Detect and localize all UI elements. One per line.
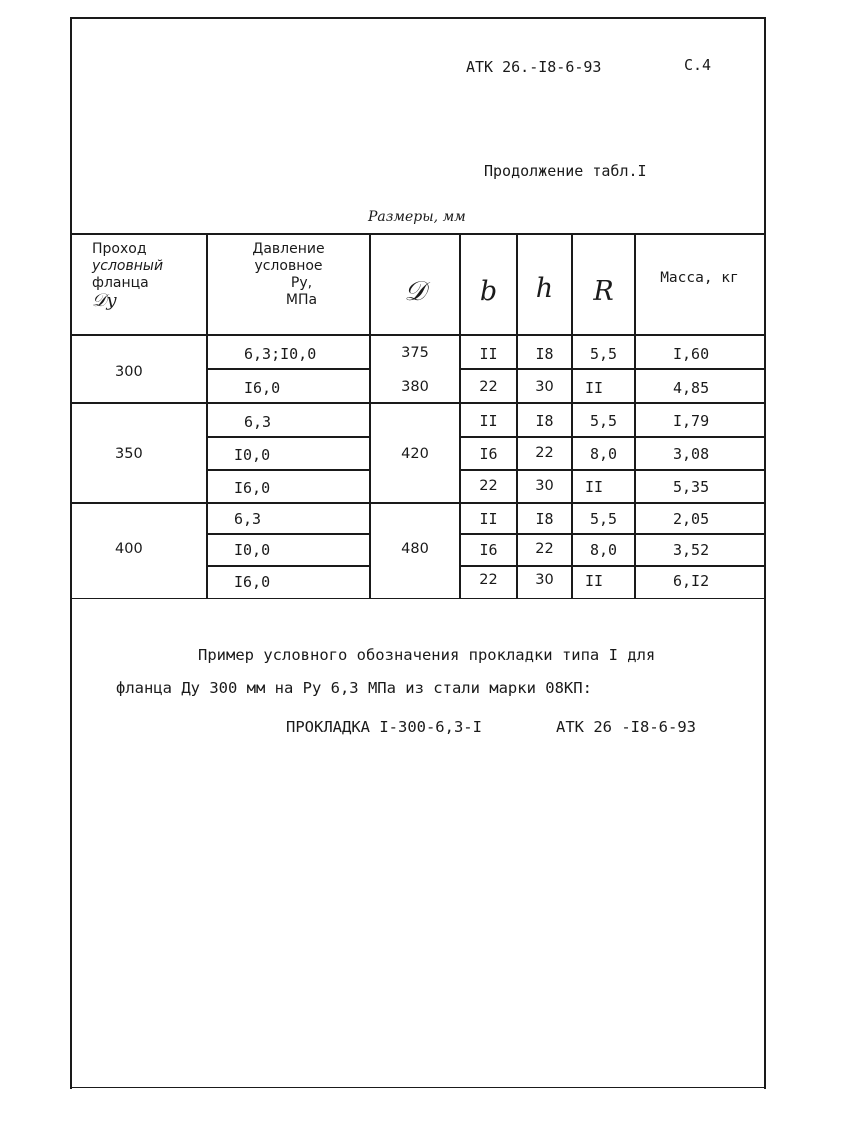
example-standard: АТК 26 -I8-6-93	[556, 718, 696, 736]
header-mass: Масса, кг	[660, 270, 739, 286]
pressure-cell: I6,0	[234, 479, 271, 497]
mass-cell: 6,I2	[673, 572, 710, 590]
row-line	[460, 469, 764, 471]
page-number: С.4	[684, 56, 712, 74]
R-cell: II	[585, 572, 604, 590]
R-cell: 5,5	[590, 412, 618, 430]
header-passage-line1: Проход	[92, 241, 147, 257]
pressure-cell: I6,0	[244, 379, 281, 397]
h-cell: 30	[535, 379, 554, 395]
dimensions-unit: мм	[442, 209, 466, 225]
table-continuation-caption: Продолжение табл.I	[484, 162, 647, 180]
h-cell: I8	[535, 412, 554, 430]
D-cell-merged: 480	[401, 541, 429, 557]
table-bottom-line	[70, 598, 764, 599]
D-cell-merged: 420	[401, 446, 429, 462]
header-bottom-line	[70, 334, 764, 336]
dimensions-label: Размеры,	[368, 209, 439, 225]
pressure-cell: I0,0	[234, 446, 271, 464]
R-cell: 5,5	[590, 510, 618, 528]
example-line-1: Пример условного обозначения прокладки типа I для	[198, 646, 656, 664]
header-pressure-line1: Давление	[252, 241, 325, 257]
header-R: R	[593, 276, 614, 307]
pressure-cell: 6,3	[244, 413, 272, 431]
dy-300: 300	[115, 364, 143, 380]
b-cell: 22	[479, 478, 498, 494]
mass-cell: 3,52	[673, 541, 710, 559]
header-pressure-line4: МПа	[285, 292, 318, 308]
dy-400: 400	[115, 541, 143, 557]
b-cell: I6	[479, 445, 498, 463]
mass-cell: 4,85	[673, 379, 710, 397]
pressure-cell: I0,0	[234, 541, 271, 559]
example-designation: ПРОКЛАДКА I-300-6,3-I	[286, 718, 482, 736]
mass-cell: 5,35	[673, 478, 710, 496]
header-passage-line3: фланца	[92, 275, 149, 291]
b-cell: II	[479, 510, 498, 528]
pressure-cell: 6,3;I0,0	[244, 345, 317, 363]
page-bottom-line	[70, 1087, 764, 1088]
R-cell: 5,5	[590, 345, 618, 363]
pressure-cell: 6,3	[234, 510, 262, 528]
R-cell: 8,0	[590, 445, 618, 463]
row-line	[460, 368, 764, 370]
header-passage-symbol: 𝒟у	[92, 290, 117, 311]
mass-cell: 2,05	[673, 510, 710, 528]
row-line	[460, 436, 764, 438]
header-passage	[92, 241, 163, 309]
row-line	[460, 533, 764, 535]
D-cell: 380	[401, 379, 429, 395]
row-line	[207, 368, 370, 370]
group-line	[70, 402, 764, 404]
row-line	[460, 565, 764, 567]
row-line	[207, 533, 370, 535]
header-pressure-line3: Ру,	[290, 275, 313, 291]
header-pressure	[207, 241, 370, 309]
h-cell: 22	[535, 541, 554, 557]
h-cell: 22	[535, 445, 554, 461]
dy-350: 350	[115, 446, 143, 462]
h-cell: I8	[535, 510, 554, 528]
pressure-cell: I6,0	[234, 573, 271, 591]
header-passage-line2: условный	[92, 258, 164, 274]
R-cell: 8,0	[590, 541, 618, 559]
h-cell: 30	[535, 572, 554, 588]
header-h: h	[535, 273, 554, 304]
dimensions-caption	[368, 209, 466, 225]
b-cell: 22	[479, 379, 498, 395]
document-code: АТК 26.-I8-6-93	[466, 58, 602, 76]
b-cell: 22	[479, 572, 498, 588]
mass-cell: I,60	[673, 345, 710, 363]
h-cell: I8	[535, 345, 554, 363]
row-line	[207, 565, 370, 567]
b-cell: I6	[479, 541, 498, 559]
b-cell: II	[479, 345, 498, 363]
mass-cell: 3,08	[673, 445, 710, 463]
R-cell: II	[585, 478, 604, 496]
row-line	[207, 469, 370, 471]
row-line	[207, 436, 370, 438]
example-line-2: фланца Ду 300 мм на Ру 6,3 МПа из стали марки 08КП:	[116, 679, 592, 697]
D-cell: 375	[401, 345, 429, 361]
header-pressure-line2: условное	[254, 258, 323, 274]
table-top-line	[70, 233, 764, 235]
group-line	[70, 502, 764, 504]
h-cell: 30	[535, 478, 554, 494]
R-cell: II	[585, 379, 604, 397]
header-D: 𝒟	[404, 276, 426, 307]
mass-cell: I,79	[673, 412, 710, 430]
b-cell: II	[479, 412, 498, 430]
header-b: b	[479, 276, 498, 307]
